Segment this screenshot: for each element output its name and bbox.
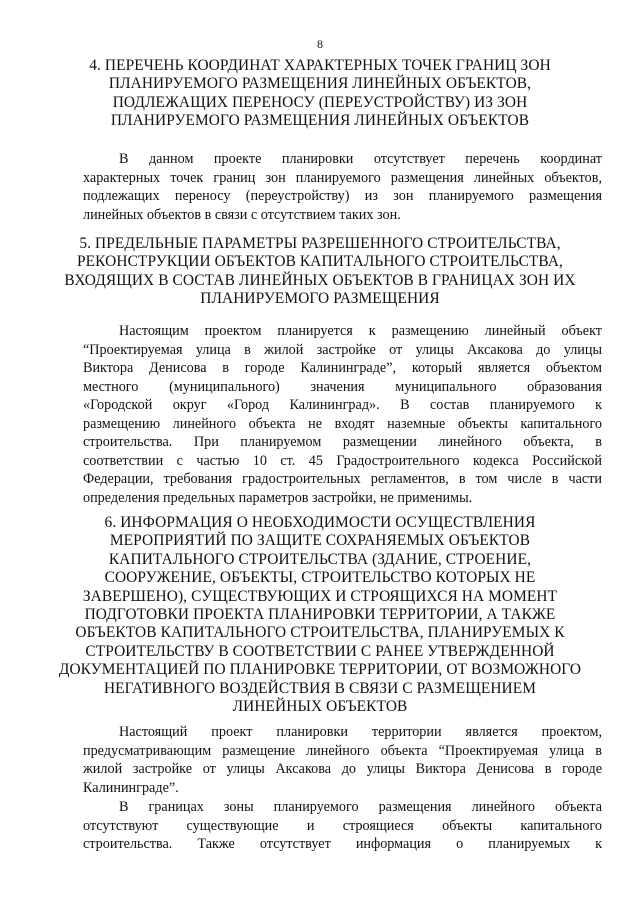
- section-6-paragraph-1: [83, 723, 602, 797]
- heading-line: РЕКОНСТРУКЦИИ ОБЪЕКТОВ КАПИТАЛЬНОГО СТРОИТЕЛЬСТВА,: [77, 253, 563, 271]
- text-line: подлежащих переносу (переустройству) из зон планируемого размещения: [83, 188, 602, 204]
- heading-line: ВХОДЯЩИХ В СОСТАВ ЛИНЕЙНЫХ ОБЪЕКТОВ В ГРАНИЦАХ ЗОН ИХ: [64, 271, 576, 289]
- text-line: Настоящим проектом планируется к размещению линейный объект: [119, 323, 602, 339]
- heading-line: ПОДГОТОВКИ ПРОЕКТА ПЛАНИРОВКИ ТЕРРИТОРИИ, А ТАКЖЕ: [84, 606, 556, 624]
- heading-line: СООРУЖЕНИЕ, ОБЪЕКТЫ, СТРОИТЕЛЬСТВО КОТОРЫХ НЕ: [104, 569, 536, 587]
- text-line: местного (муниципального) значения муниципального образования: [83, 378, 602, 395]
- text-line: линейных объектов в связи с отсутствием таких зон.: [83, 206, 401, 223]
- text-line: жилой застройке от улицы Аксакова до улицы Виктора Денисова в городе: [83, 761, 602, 777]
- text-line: предусматривающим размещение линейного объекта “Проектируемая улица в: [83, 742, 602, 759]
- section-5-heading: [0, 235, 640, 309]
- heading-line: ПЛАНИРУЕМОГО РАЗМЕЩЕНИЯ ЛИНЕЙНЫХ ОБЪЕКТОВ,: [108, 75, 532, 93]
- heading-line: ОБЪЕКТОВ КАПИТАЛЬНОГО СТРОИТЕЛЬСТВА, ПЛАНИРУЕМЫХ К: [75, 624, 565, 642]
- text-line: Калининграде”.: [83, 779, 179, 796]
- heading-line: 4. ПЕРЕЧЕНЬ КООРДИНАТ ХАРАКТЕРНЫХ ТОЧЕК ГРАНИЦ ЗОН: [89, 57, 551, 74]
- heading-line: КАПИТАЛЬНОГО СТРОИТЕЛЬСТВА (ЗДАНИЕ, СТРОЕНИЕ,: [108, 550, 532, 568]
- section-4-paragraph: [83, 150, 602, 224]
- heading-line: ЛИНЕЙНЫХ ОБЪЕКТОВ: [232, 698, 408, 716]
- text-line: отсутствуют существующие и строящиеся объекты капитального: [83, 817, 602, 834]
- text-line: характерных точек границ зон планируемого размещения линейных объектов,: [83, 169, 602, 186]
- heading-line: СТРОИТЕЛЬСТВУ В СООТВЕТСТВИИ С РАНЕЕ УТВЕРЖДЕННОЙ: [85, 642, 555, 660]
- heading-line: ПОДЛЕЖАЩИХ ПЕРЕНОСУ (ПЕРЕУСТРОЙСТВУ) ИЗ ЗОН: [112, 93, 528, 111]
- heading-line: ПЛАНИРУЕМОГО РАЗМЕЩЕНИЯ: [200, 290, 440, 308]
- text-line: Федерации, требования градостроительных регламентов, в том числе в части: [83, 471, 602, 487]
- section-6-heading: [0, 514, 640, 716]
- text-line: размещению линейного объекта не входят наземные объекты капитального: [83, 415, 602, 432]
- section-heading: [0, 235, 640, 309]
- section-heading: [0, 57, 640, 131]
- heading-line: МЕРОПРИЯТИЙ ПО ЗАЩИТЕ СОХРАНЯЕМЫХ ОБЪЕКТОВ: [109, 532, 531, 550]
- text-line: Настоящий проект планировки территории является проектом,: [119, 724, 602, 740]
- heading-line: 5. ПРЕДЕЛЬНЫЕ ПАРАМЕТРЫ РАЗРЕШЕННОГО СТРОИТЕЛЬСТВА,: [79, 235, 561, 252]
- text-line: «Городской округ «Город Калининград». В состав планируемого к: [83, 397, 602, 413]
- section-heading: [0, 514, 640, 716]
- section-6-paragraph-2: [83, 798, 602, 854]
- text-line: определения предельных параметров застройки, не применимы.: [83, 489, 473, 506]
- text-line: Виктора Денисова в городе Калининграде”, который является объектом: [83, 360, 602, 376]
- heading-line: НЕГАТИВНОГО ВОЗДЕЙСТВИЯ В СВЯЗИ С РАЗМЕЩЕНИЕМ: [103, 679, 537, 697]
- text-line: строительства. При планируемом размещении линейного объекта, в: [83, 434, 602, 450]
- text-line: В границах зоны планируемого размещения линейного объекта: [119, 799, 602, 815]
- text-line: соответствии с частью 10 ст. 45 Градостроительного кодекса Российской: [83, 452, 602, 469]
- heading-line: 6. ИНФОРМАЦИЯ О НЕОБХОДИМОСТИ ОСУЩЕСТВЛЕНИЯ: [104, 514, 536, 531]
- section-4-heading: [0, 57, 640, 131]
- page-number: 8: [317, 37, 323, 51]
- text-line: “Проектируемая улица в жилой застройке от улицы Аксакова до улицы: [83, 341, 602, 358]
- text-line: строительства. Также отсутствует информация о планируемых к: [83, 836, 602, 852]
- text-line: В данном проекте планировки отсутствует перечень координат: [119, 151, 602, 167]
- section-5-paragraph: [83, 322, 602, 507]
- heading-line: ЗАВЕРШЕНО), СУЩЕСТВУЮЩИХ И СТРОЯЩИХСЯ НА МОМЕНТ: [82, 587, 558, 605]
- heading-line: ПЛАНИРУЕМОГО РАЗМЕЩЕНИЯ ЛИНЕЙНЫХ ОБЪЕКТОВ: [110, 112, 530, 130]
- heading-line: ДОКУМЕНТАЦИЕЙ ПО ПЛАНИРОВКЕ ТЕРРИТОРИИ, ОТ ВОЗМОЖНОГО: [58, 661, 582, 679]
